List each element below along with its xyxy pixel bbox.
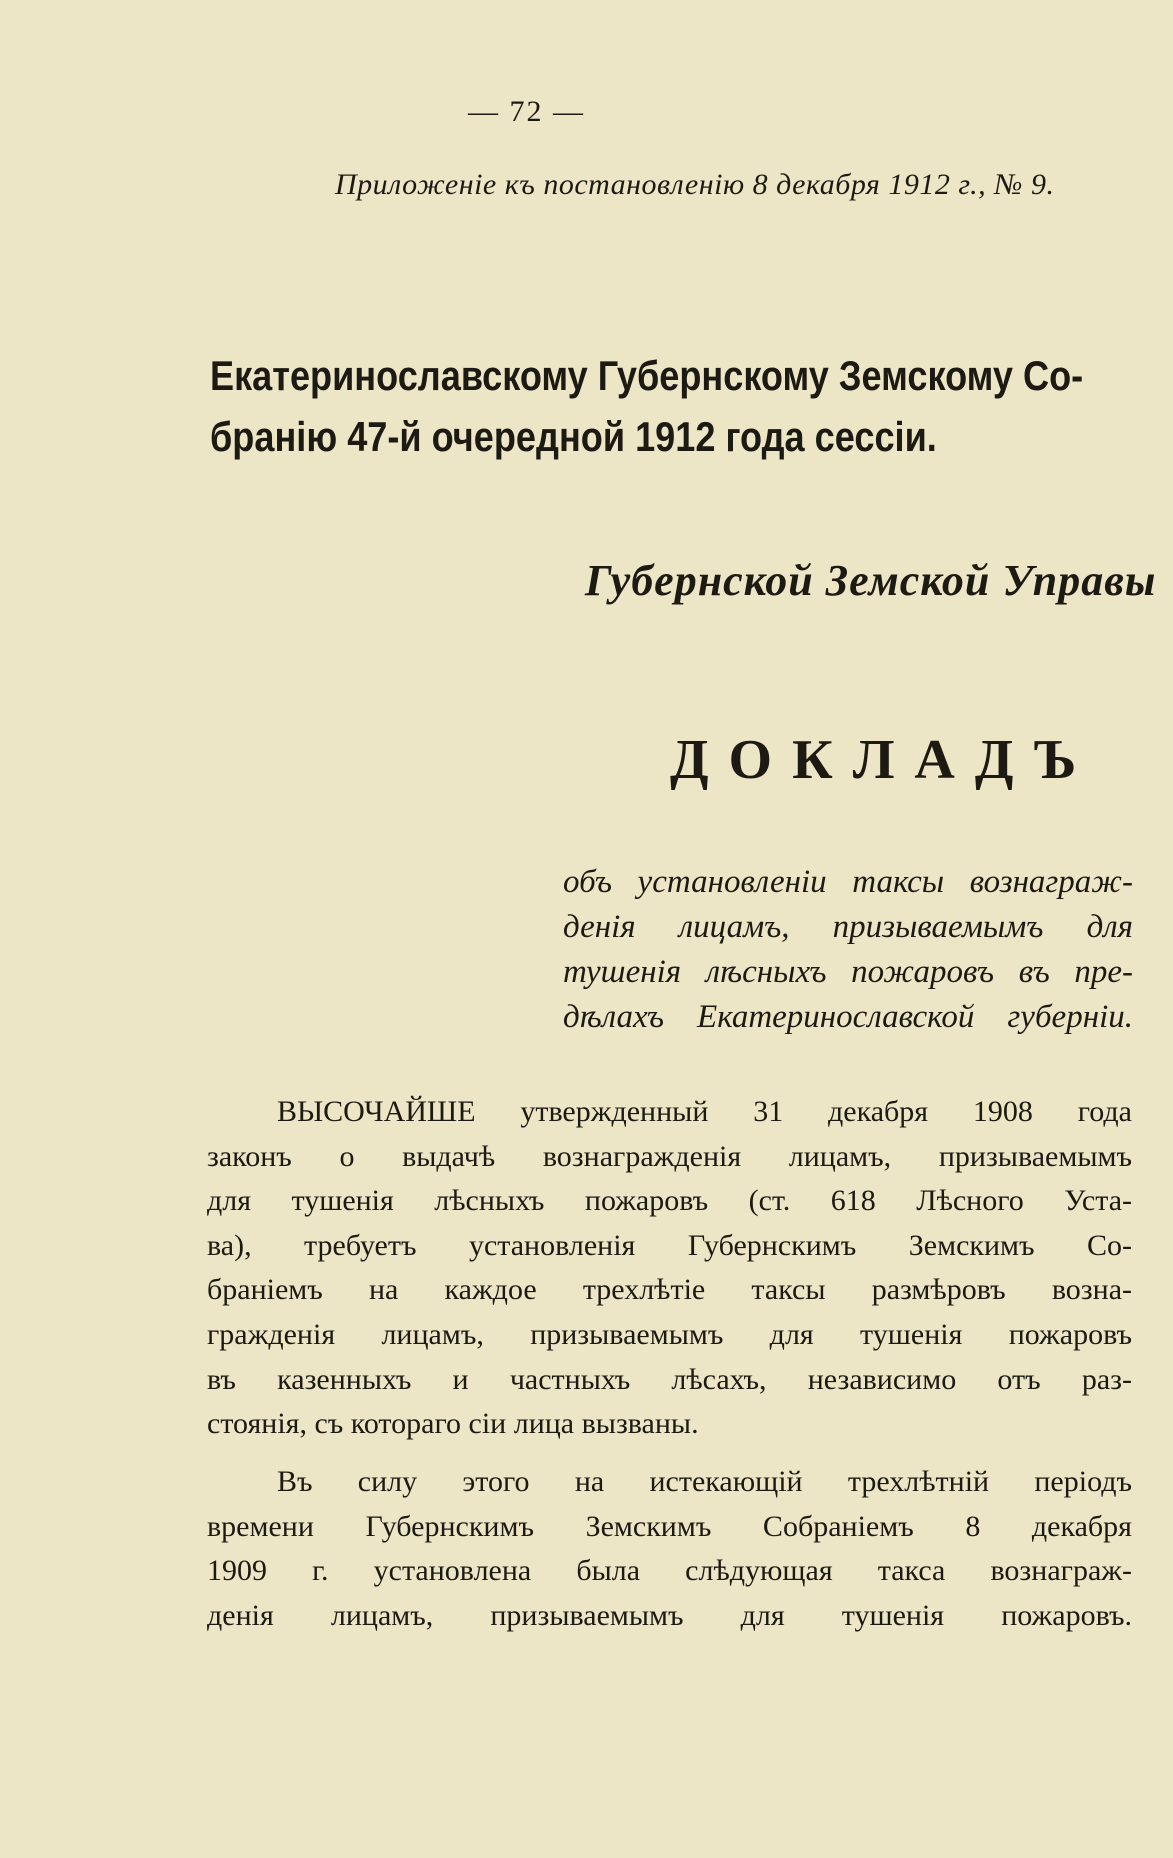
text-line: Въ силу этого на истекающій трехлѣтній періодъ	[277, 1465, 1132, 1498]
title-line: бранію 47-й очередной 1912 года сессіи.	[210, 413, 937, 460]
report-heading: ДОКЛАДЪ	[670, 729, 1097, 791]
text-line: гражденія лицамъ, призываемымъ для тушенія пожаровъ	[207, 1317, 1132, 1351]
text-line: ва), требуетъ установленія Губернскимъ Земскимъ Со-	[207, 1228, 1132, 1262]
title-line: Екатеринославскому Губернскому Земскому Со-	[210, 352, 1084, 399]
text-line: браніемъ на каждое трехлѣтіе таксы размѣровъ возна-	[207, 1273, 1132, 1307]
text-line: денія лицамъ, призываемымъ для тушенія пожаровъ.	[207, 1598, 1132, 1632]
issuing-authority: Губернской Земской Управы	[585, 556, 1157, 605]
report-subject	[563, 860, 1133, 1040]
text-line: стоянія, съ котораго сіи лица вызваны.	[207, 1407, 699, 1441]
subject-line: дѣлахъ Екатеринославской губерніи.	[563, 999, 1133, 1035]
subject-line: объ установленіи таксы вознаграж-	[563, 864, 1133, 900]
text-line: для тушенія лѣсныхъ пожаровъ (ст. 618 Лѣсного Уста-	[207, 1184, 1132, 1218]
text-line: времени Губернскимъ Земскимъ Собраніемъ 8 декабря	[207, 1509, 1132, 1543]
paragraph-1	[207, 1090, 1132, 1447]
text-line: въ казенныхъ и частныхъ лѣсахъ, независимо отъ раз-	[207, 1362, 1132, 1396]
document-title	[210, 345, 1135, 467]
page-number: — 72 —	[468, 95, 585, 128]
subject-line: тушенія лѣсныхъ пожаровъ въ пре-	[563, 954, 1133, 990]
text-line: законъ о выдачѣ вознагражденія лицамъ, призываемымъ	[207, 1139, 1132, 1173]
subject-line: денія лицамъ, призываемымъ для	[563, 909, 1133, 945]
appendix-note: Приложеніе къ постановленію 8 декабря 1912 г., № 9.	[335, 168, 1055, 201]
text-line: ВЫСОЧАЙШЕ утвержденный 31 декабря 1908 года	[277, 1095, 1132, 1128]
paragraph-2	[207, 1460, 1132, 1638]
text-line: 1909 г. установлена была слѣдующая такса вознаграж-	[207, 1554, 1132, 1588]
